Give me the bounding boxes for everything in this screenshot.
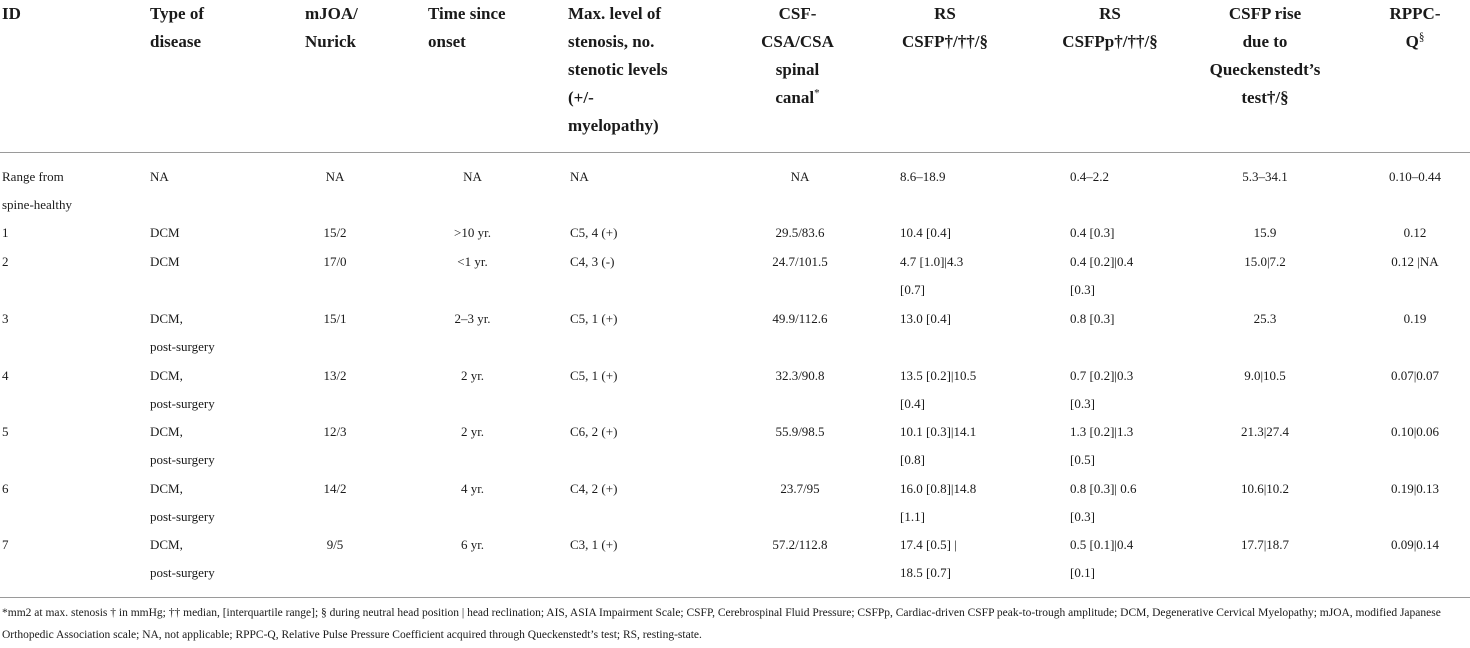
header-id: ID (2, 4, 21, 23)
cell-rs-csfp: 16.0 [0.8]|14.8 [1.1] (900, 481, 977, 524)
cell-time: 4 yr. (460, 481, 485, 496)
cell-max-level: C5, 1 (+) (570, 311, 618, 326)
header-csfp-rise: CSFP rise due to Queckenstedt’s test†/§ (1209, 4, 1321, 107)
header-max-level: Max. level of stenosis, no. stenotic levels (+/- myelopathy) (568, 4, 668, 135)
cell-type: DCM, post-surgery (150, 368, 215, 411)
cell-csfp-rise: 15.0|7.2 (1244, 254, 1286, 269)
cell-max-level: C4, 3 (-) (570, 254, 615, 269)
cell-time: NA (463, 169, 482, 184)
cell-id: 2 (2, 254, 9, 269)
cell-id: 1 (2, 225, 9, 240)
cell-type: DCM (150, 254, 180, 269)
cell-max-level: C3, 1 (+) (570, 537, 618, 552)
cell-rs-csfpp: 0.5 [0.1]|0.4 [0.1] (1070, 537, 1134, 580)
cell-rs-csfpp: 0.7 [0.2]|0.3 [0.3] (1070, 368, 1134, 411)
cell-time: 6 yr. (460, 537, 485, 552)
cell-rs-csfp: 10.4 [0.4] (900, 225, 951, 240)
cell-type: DCM, post-surgery (150, 311, 215, 354)
cell-time: 2 yr. (460, 368, 485, 383)
cell-rs-csfpp: 0.8 [0.3]| 0.6 [0.3] (1070, 481, 1137, 524)
header-time: Time since onset (428, 4, 506, 51)
table-footnote: *mm2 at max. stenosis † in mmHg; †† median, [interquartile range]; § during neutral head position | head reclination; AIS, ASIA Impairment Scale; CSFP, Cerebrospinal Fluid Pressure; CSFPp, Cardiac-driven CSFP peak-to-trough amplitude; DCM, Degenerative Cervical Myelopathy; mJOA, modified Japanese Orthopedic Association scale; NA, not applicable; RPPC-Q, Relative Pulse Pressure Coefficient acquired through Queckenstedt’s test; RS, resting-state. (2, 607, 1441, 641)
cell-rppcq: 0.19 (1403, 311, 1427, 326)
cell-rs-csfpp: 0.4–2.2 (1070, 169, 1109, 184)
cell-rppcq: 0.19|0.13 (1390, 481, 1440, 496)
cell-csfp-rise: 10.6|10.2 (1240, 481, 1290, 496)
cell-csfp-rise: 17.7|18.7 (1240, 537, 1290, 552)
cell-csf-csa: 23.7/95 (780, 481, 820, 496)
cell-rs-csfp: 10.1 [0.3]|14.1 [0.8] (900, 424, 977, 467)
cell-id: 6 (2, 481, 9, 496)
cell-max-level: C5, 1 (+) (570, 368, 618, 383)
cell-mjoa: 15/2 (323, 225, 347, 240)
cell-time: <1 yr. (457, 254, 488, 269)
cell-mjoa: 13/2 (323, 368, 347, 383)
cell-mjoa: 17/0 (323, 254, 347, 269)
cell-max-level: NA (570, 169, 589, 184)
cell-rs-csfp: 4.7 [1.0]|4.3 [0.7] (900, 254, 964, 297)
cell-id: 3 (2, 311, 9, 326)
cell-type: NA (150, 169, 169, 184)
cell-csf-csa: 49.9/112.6 (772, 311, 828, 326)
cell-rppcq: 0.10–0.44 (1389, 169, 1441, 184)
cell-rs-csfpp: 1.3 [0.2]|1.3 [0.5] (1070, 424, 1134, 467)
cell-max-level: C5, 4 (+) (570, 225, 618, 240)
cell-rs-csfpp: 0.4 [0.2]|0.4 [0.3] (1070, 254, 1134, 297)
cell-time: 2 yr. (460, 424, 485, 439)
cell-csf-csa: 57.2/112.8 (772, 537, 828, 552)
cell-id: Range from spine-healthy (2, 169, 73, 212)
cell-mjoa: NA (325, 169, 345, 184)
cell-rppcq: 0.07|0.07 (1390, 368, 1440, 383)
cell-rs-csfp: 8.6–18.9 (900, 169, 946, 184)
cell-csf-csa: 55.9/98.5 (775, 424, 825, 439)
header-type: Type of disease (150, 4, 204, 51)
header-mjoa: mJOA/ Nurick (305, 4, 358, 51)
header-rppcq: RPPC- Q§ (1389, 4, 1441, 51)
cell-type: DCM, post-surgery (150, 424, 215, 467)
cell-csfp-rise: 15.9 (1253, 225, 1277, 240)
cell-type: DCM, post-surgery (150, 481, 215, 524)
header-csf-csa: CSF- CSA/CSA spinal canal* (761, 4, 834, 107)
cell-mjoa: 9/5 (326, 537, 344, 552)
cell-rs-csfp: 13.5 [0.2]|10.5 [0.4] (900, 368, 977, 411)
cell-rs-csfpp: 0.4 [0.3] (1070, 225, 1115, 240)
cell-rs-csfpp: 0.8 [0.3] (1070, 311, 1115, 326)
cell-csfp-rise: 21.3|27.4 (1240, 424, 1290, 439)
header-rppcq-sup: § (1418, 31, 1425, 44)
cell-rs-csfp: 17.4 [0.5] | 18.5 [0.7] (900, 537, 957, 580)
cell-csf-csa: 32.3/90.8 (775, 368, 825, 383)
cell-csf-csa: NA (790, 169, 810, 184)
cell-max-level: C4, 2 (+) (570, 481, 618, 496)
cell-mjoa: 12/3 (323, 424, 347, 439)
header-rs-csfp: RS CSFP†/††/§ (902, 4, 988, 51)
cell-max-level: C6, 2 (+) (570, 424, 618, 439)
cell-rppcq: 0.12 (1403, 225, 1427, 240)
cell-id: 7 (2, 537, 9, 552)
header-rs-csfpp: RS CSFPp†/††/§ (1062, 4, 1158, 51)
cell-csf-csa: 29.5/83.6 (775, 225, 825, 240)
header-csf-csa-sup: * (814, 87, 820, 100)
cell-rppcq: 0.12 |NA (1391, 254, 1439, 269)
cell-type: DCM, post-surgery (150, 537, 215, 580)
cell-mjoa: 14/2 (323, 481, 347, 496)
cell-type: DCM (150, 225, 180, 240)
cell-time: 2–3 yr. (454, 311, 491, 326)
cell-csfp-rise: 9.0|10.5 (1244, 368, 1286, 383)
cell-csf-csa: 24.7/101.5 (772, 254, 828, 269)
cell-rppcq: 0.10|0.06 (1390, 424, 1440, 439)
cell-id: 5 (2, 424, 9, 439)
header-divider (0, 152, 1470, 153)
cell-csfp-rise: 5.3–34.1 (1242, 169, 1288, 184)
cell-mjoa: 15/1 (323, 311, 347, 326)
cell-rppcq: 0.09|0.14 (1390, 537, 1440, 552)
cell-time: >10 yr. (454, 225, 491, 240)
footer-divider (0, 597, 1470, 598)
cell-rs-csfp: 13.0 [0.4] (900, 311, 951, 326)
cell-csfp-rise: 25.3 (1253, 311, 1277, 326)
cell-id: 4 (2, 368, 9, 383)
